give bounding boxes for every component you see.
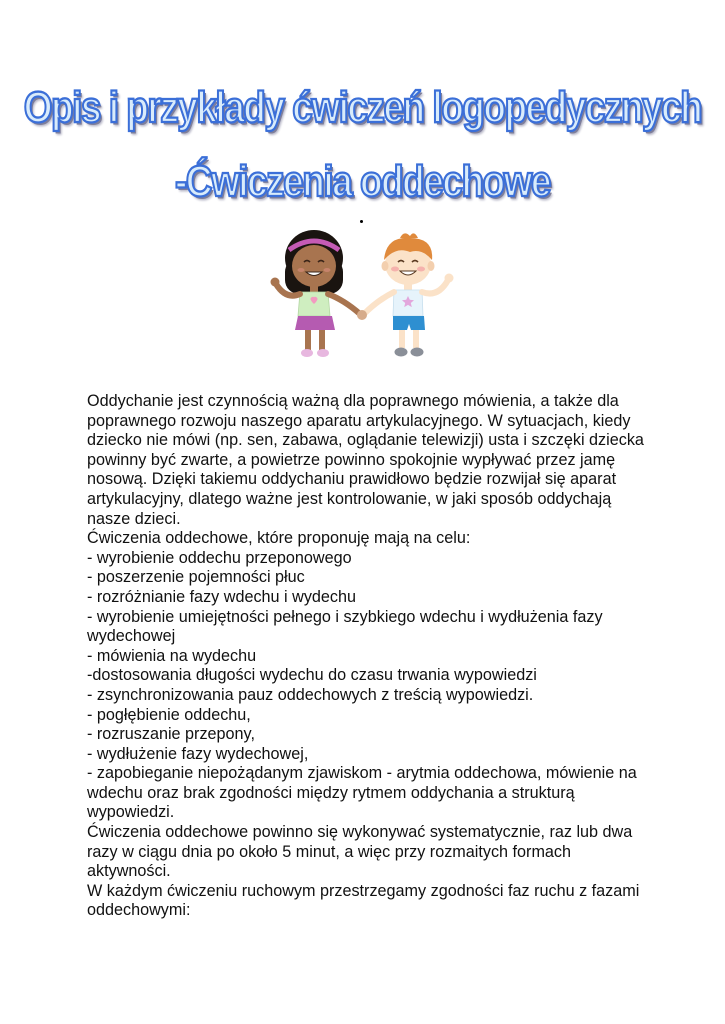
- paragraph: Ćwiczenia oddechowe, które proponuję mają na celu:: [87, 529, 471, 548]
- list-item: - rozruszanie przepony,: [87, 725, 255, 744]
- page-subtitle: -Ćwiczenia oddechowe: [174, 157, 550, 206]
- list-item: - poszerzenie pojemności płuc: [87, 568, 305, 587]
- dot-mark: [360, 220, 363, 223]
- list-item: - mówienia na wydechu: [87, 646, 257, 665]
- list-item: - zapobieganie niepożądanym zjawiskom - arytmia oddechowa, mówienie na wdechu oraz brak zgodności między rytmem oddychania a strukturą wypowiedzi.: [87, 764, 637, 822]
- list-item: - wyrobienie oddechu przeponowego: [87, 548, 352, 567]
- list-item: - rozróżnianie fazy wdechu i wydechu: [87, 587, 357, 606]
- page-title: Opis i przykłady ćwiczeń logopedycznych: [23, 83, 702, 132]
- paragraph: Oddychanie jest czynnością ważną dla poprawnego mówienia, a także dla poprawnego rozwoju naszego aparatu artykulacyjnego. W sytuacjach, kiedy dziecko nie mówi (np. sen, zabawa, oglądanie telewizji) usta i szczęki dziecka powinny być zwarte, a powietrze powinno spokojnie wypływać przez jamę nosową. Dzięki takiemu oddychaniu prawidłowo będzie rozwijał się aparat artykulacyjny, dlatego ważne jest kontrolowanie, w jaki sposób oddychają nasze dzieci.: [87, 392, 644, 528]
- list-item: - wydłużenie fazy wydechowej,: [87, 744, 309, 763]
- body-text: [87, 392, 647, 921]
- boy-figure: [364, 233, 454, 356]
- list-item: -dostosowania długości wydechu do czasu trwania wypowiedzi: [87, 666, 537, 685]
- paragraph: W każdym ćwiczeniu ruchowym przestrzegamy zgodności faz ruchu z fazami oddechowymi:: [87, 881, 640, 920]
- children-holding-hands-icon: [262, 228, 462, 364]
- paragraph: Ćwiczenia oddechowe powinno się wykonywać systematycznie, raz lub dwa razy w ciągu dnia po około 5 minut, a więc przy rozmaitych formach aktywności.: [87, 823, 633, 881]
- list-item: - zsynchronizowania pauz oddechowych z treścią wypowiedzi.: [87, 685, 534, 704]
- list-item: - wyrobienie umiejętności pełnego i szybkiego wdechu i wydłużenia fazy wydechowej: [87, 607, 603, 646]
- girl-figure: [271, 230, 361, 357]
- list-item: - pogłębienie oddechu,: [87, 705, 251, 724]
